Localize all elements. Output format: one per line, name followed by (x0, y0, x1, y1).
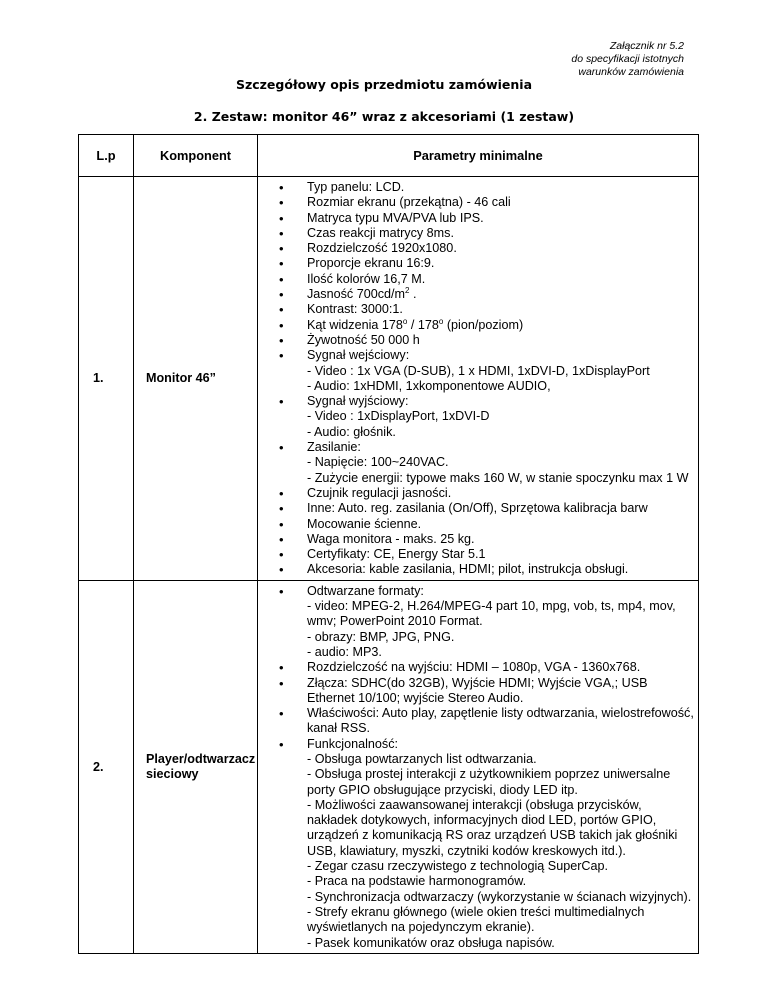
parameter-item: • Jasność $700cd/m^2$ . (258, 287, 694, 302)
document-title: Szczegółowy opis przedmiotu zamówienia (235, 77, 533, 92)
header-component: Komponent (134, 135, 258, 177)
parameter-subline: - video: MPEG-2, H.264/MPEG-4 part 10, mpg, vob, ts, mp4, mov, wmv; PowerPoint 2010 Format. (307, 599, 676, 629)
parameter-item: • Akcesoria: kable zasilania, HDMI; pilot, instrukcja obsługi. (258, 562, 694, 577)
document-subtitle: 2. Zestaw: monitor 46” wraz z akcesoriami (1 zestaw) (193, 109, 575, 124)
component-name: Player/odtwarzacz sieciowy (134, 580, 258, 953)
parameter-heading: • Funkcjonalność: (307, 736, 399, 751)
table-row (79, 177, 699, 581)
parameter-heading: • Odtwarzane formaty: (307, 583, 424, 598)
parameter-item: • Certyfikaty: CE, Energy Star 5.1 (258, 547, 694, 562)
parameter-item: • Żywotność 50 000 h (258, 333, 694, 348)
parameter-item: • Czas reakcji matrycy 8ms. (258, 226, 694, 241)
specification-table (78, 134, 699, 954)
parameter-item: • Inne: Auto. reg. zasilania (On/Off), Sprzętowa kalibracja barw (258, 501, 694, 516)
parameter-item: • Rozdzielczość na wyjściu: HDMI – 1080p, VGA - 1360x768. (258, 660, 694, 675)
superscript: 2 (405, 285, 410, 295)
parameter-subline: - Zegar czasu rzeczywistego z technologią SuperCap. (307, 859, 608, 874)
parameter-subline: - Strefy ekranu głównego (wiele okien treści multimedialnych wyświetlanych na pojedynczym ekranie). (307, 904, 645, 935)
parameter-list (258, 177, 694, 580)
row-number: 2. (79, 580, 134, 953)
parameter-item: • Czujnik regulacji jasności. (258, 486, 694, 501)
parameter-subline: - Możliwości zaawansowanej interakcji (obsługa przycisków, nakładek dotykowych, informacyjnych diod LED, portów GPIO, urządzeń z komunikacją RS oraz urządzeń USB takich jak głośniki USB, klawiatury, myszki, czytniki kodów kreskowych itd.). (307, 797, 678, 858)
parameter-heading: • Sygnał wejściowy: (307, 348, 410, 363)
parameter-item (258, 440, 694, 486)
parameter-subline: - Obsługa prostej interakcji z użytkownikiem poprzez uniwersalne porty GPIO obsługujące przyciski, diody LED itp. (307, 767, 671, 797)
parameter-subline: - audio: MP3. (307, 644, 382, 659)
parameter-item (258, 348, 694, 394)
annex-line-1: Załącznik nr 5.2 (609, 40, 684, 52)
parameter-subline: - Audio: głośnik. (307, 424, 396, 439)
parameter-list (258, 581, 694, 953)
parameters-cell (258, 177, 699, 581)
parameter-subline: - Pasek komunikatów oraz obsługa napisów. (307, 935, 555, 950)
parameter-item: • Typ panelu: LCD. (258, 180, 694, 195)
parameter-subline: - Napięcie: 100~240VAC. (307, 455, 449, 470)
parameter-subline: - Audio: 1xHDMI, 1xkomponentowe AUDIO, (307, 378, 551, 393)
parameter-item: • Waga monitora - maks. 25 kg. (258, 532, 694, 547)
parameter-heading: • Sygnał wyjściowy: (307, 394, 409, 409)
parameter-item (258, 394, 694, 440)
annex-line-2: do specyfikacji istotnych (571, 53, 684, 65)
parameter-heading: • Zasilanie: (307, 440, 361, 455)
parameter-item (258, 584, 694, 660)
table-header-row (79, 135, 699, 177)
parameter-subline: - Zużycie energii: typowe maks 160 W, w stanie spoczynku max 1 W (307, 470, 689, 485)
parameter-item: • Rozmiar ekranu (przekątna) - 46 cali (258, 195, 694, 210)
parameter-subline: - Praca na podstawie harmonogramów. (307, 874, 527, 889)
superscript: o (402, 316, 408, 326)
parameter-item: • Proporcje ekranu 16:9. (258, 256, 694, 271)
parameter-item: • Mocowanie ścienne. (258, 517, 694, 532)
component-name: Monitor 46” (134, 177, 258, 581)
parameter-item: • Rozdzielczość 1920x1080. (258, 241, 694, 256)
annex-line-3: warunków zamówienia (578, 66, 684, 78)
parameter-subline: - Obsługa powtarzanych list odtwarzania. (307, 751, 537, 766)
parameters-cell (258, 580, 699, 953)
parameter-item: • Kąt widzenia 178$^o$ / 178$^o$ (pion/poziom) (258, 318, 694, 333)
superscript: o (438, 316, 444, 326)
parameter-item: • Kontrast: 3000:1. (258, 302, 694, 317)
annex-reference (424, 40, 684, 79)
parameter-item: • Złącza: SDHC(do 32GB), Wyjście HDMI; Wyjście VGA,; USB Ethernet 10/100; wyjście Stereo Audio. (258, 676, 694, 707)
table-row (79, 580, 699, 953)
parameter-subline: - Video : 1xDisplayPort, 1xDVI-D (307, 409, 490, 424)
header-lp: L.p (79, 135, 134, 177)
parameter-item: • Właściwości: Auto play, zapętlenie listy odtwarzania, wielostrefowość, kanał RSS. (258, 706, 694, 737)
parameter-item (258, 737, 694, 951)
row-number: 1. (79, 177, 134, 581)
parameter-subline: - Video : 1x VGA (D-SUB), 1 x HDMI, 1xDVI-D, 1xDisplayPort (307, 363, 650, 378)
parameter-item: • Ilość kolorów 16,7 M. (258, 272, 694, 287)
parameter-subline: - obrazy: BMP, JPG, PNG. (307, 629, 455, 644)
parameter-item: • Matryca typu MVA/PVA lub IPS. (258, 211, 694, 226)
header-params: Parametry minimalne (258, 135, 699, 177)
parameter-subline: - Synchronizacja odtwarzaczy (wykorzystanie w ścianach wizyjnych). (307, 889, 692, 904)
